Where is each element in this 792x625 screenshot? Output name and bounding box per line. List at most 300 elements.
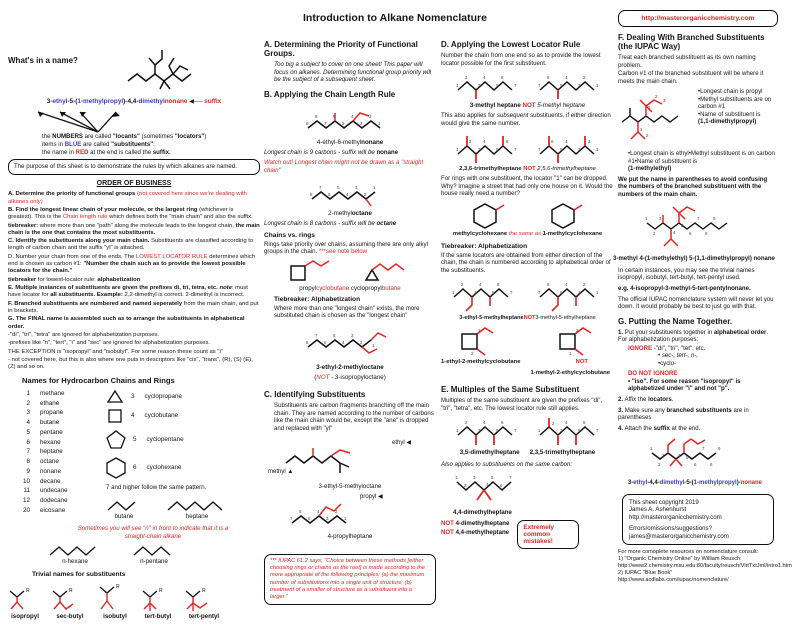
svg-text:4: 4 [482,139,486,145]
svg-text:1: 1 [645,216,648,222]
text-segment: 3- [627,480,634,487]
section-g-heading: G. Putting the Name Together. [618,316,733,326]
text-segment: 5-methyl heptane [535,102,586,110]
text-segment: the name in [42,148,76,156]
text-segment: This also applies for [441,112,497,120]
svg-text:R: R [69,587,73,594]
svg-text:7: 7 [513,83,517,89]
ring-name: cyclopentane [146,435,184,443]
text-segment: 1-methylpropyl [77,98,124,105]
svg-text:3: 3 [577,83,581,89]
text-segment: Substituents are classified according to length of carbon chain and the suffix "yl" is attached. [8,238,254,252]
oob-item [8,238,260,253]
iupac-note-box: *** IUPAC 61.2 says, "Choice between these methods [either choosing rings or chains as the root] is made according to the more appropriate of the following principles: (a) the maximum number of substitutions into a single unit of structure; (b) treatment of a smaller of structure as a substituent into a larger." [264,554,436,605]
example-molecule-structure [122,37,222,95]
text-segment: )- [736,480,741,487]
text-segment: tiebreaker: [8,222,39,229]
resources-list [618,549,792,584]
oob-item [8,254,260,276]
alkane-number: 12 [22,497,30,505]
oob-item [8,316,260,331]
section-f-eg: e.g. 4-isopropyl-3-methyl-5-tert-pentylnonane. [618,285,751,292]
svg-text:8: 8 [310,192,313,198]
butane-structure [106,499,142,513]
bullets-ethyl [628,150,778,165]
text-segment: )- [123,98,128,105]
svg-text:1: 1 [344,516,347,522]
svg-text:2: 2 [460,282,464,288]
caption-line-2 [42,141,260,149]
methylheptane-names [441,102,614,109]
text-segment: 4,4-methylheptane [453,528,510,536]
ethylmethylheptane-structure-reverse [536,277,606,313]
resource-line: For more comoplete resources on nomenclature consult: [618,549,759,556]
svg-text:3: 3 [351,333,354,339]
svg-text:2: 2 [369,113,372,119]
cyclopropane-icon [106,389,124,404]
cyclobutane-name-1: 1-ethyl-2-methylcyclobutane [441,359,521,366]
contact-lines [629,525,767,540]
svg-text:1: 1 [373,185,376,191]
cyclopropylbutane-structure [360,259,412,283]
alkane-row [18,477,100,487]
caption-line-3 [42,149,260,157]
alkane-name: eicosane [40,506,66,514]
oob-item [8,223,260,238]
svg-text:3: 3 [360,120,363,126]
isobutyl-structure [98,581,132,613]
suffix-label: suffix [204,98,222,105]
svg-text:7: 7 [509,290,513,296]
text-segment: 2,2-dimethyl is correct. 2-dimethyl is incorrect. [122,292,245,299]
order-of-business-list [8,191,260,371]
final-example-structure [648,435,748,477]
svg-text:3: 3 [473,290,477,296]
svg-text:2: 2 [582,282,586,288]
text-segment: items in [42,140,65,148]
tert-butyl-structure [141,585,175,613]
text-segment: 3. [618,406,624,414]
text-segment: where more than one "path" along the molecule leads to the longest chain, [38,222,236,229]
heptane-label: heptane [185,513,209,521]
svg-text:6: 6 [505,139,509,145]
text-segment: -"di", "tri", "tetra" are ignored for alphabetization purposes. [8,331,160,338]
n-pentane-label: n-pentane [140,557,168,565]
trivial-label: tert-pentyl [188,612,220,620]
contact-line: Errors/omissions/suggestions? [629,525,712,533]
text-segment: BLUE [64,140,82,148]
ring-name: cyclopropane [144,392,182,400]
text-segment: NOT [522,102,536,110]
text-segment: RED [75,148,89,156]
svg-text:7: 7 [513,428,517,434]
alkane-row [18,457,100,467]
alkane-row [18,428,100,438]
trivial-label: isobutyl [103,612,127,620]
svg-text:1: 1 [477,328,481,334]
text-segment: methylcyclohexane [452,230,508,237]
section-f-heading: F. Dealing With Branched Substituents (the IUPAC Way) [618,33,765,51]
svg-text:3: 3 [355,185,358,191]
bullets-ethyl-name: (1-methylethyl) [628,165,672,173]
caption-line-1 [42,133,260,141]
svg-text:5: 5 [577,428,581,434]
heptane-structure [166,499,228,513]
text-segment: cyclobutane [316,284,350,292]
svg-text:2: 2 [464,420,468,426]
text-segment: octane [376,220,397,228]
svg-text:3: 3 [326,516,329,522]
text-segment: Example: [95,292,123,299]
text-segment: Rings take priority over chains, assuming there are only alkyl groups in the chain. [264,240,428,256]
trimethylheptane-235-name: 2,3,5-trimethylheptane [529,449,596,457]
text-segment: cyclopropyl [349,284,382,292]
svg-text:7: 7 [509,474,512,480]
resource-line: 2) IUPAC "Blue Book" [618,570,673,577]
methylheptane-structure-forward [454,70,520,100]
svg-text:6: 6 [546,282,550,288]
svg-text:2: 2 [364,192,367,198]
svg-text:6: 6 [500,75,504,81]
alkane-number: 10 [22,477,30,485]
ring-number: 3 [131,392,135,400]
text-segment: NOT [441,520,454,528]
svg-text:1: 1 [455,147,459,153]
alkane-number: 8 [26,458,30,466]
not-line-2 [441,529,509,537]
arrow-icon: ◀ [378,494,383,501]
svg-text:5: 5 [559,83,563,89]
hydrocarbon-table [8,389,260,526]
svg-text:9: 9 [718,446,721,452]
alkane-number: 3 [26,409,30,417]
text-segment: - 3-isopropyloctane) [329,374,386,382]
text-segment: Longest chain is 9 carbons - suffix will be [264,148,377,156]
n-pentane-structure [132,544,176,558]
svg-text:R: R [116,583,120,590]
svg-text:5: 5 [342,120,345,126]
text-segment: nonane [361,138,384,146]
svg-text:1: 1 [648,105,651,111]
tiebreaker-b-name: 3-ethyl-2-methyloctane [316,364,384,372]
text-segment: note [219,285,232,292]
rings-note: 7 and higher follow the same pattern. [106,483,207,491]
column-f [613,10,792,587]
alkane-number: 2 [26,399,30,407]
alkane-name: undecane [40,487,68,495]
trimethylheptane-structure-reverse [536,130,602,164]
bullet-line: •Longest chain is propyl [698,88,763,96]
svg-text:3: 3 [577,290,581,296]
svg-text:2: 2 [646,133,649,139]
text-segment: "locants" [112,133,140,141]
section-e-body: Multiples of the same substituent are given the prefixes "di", "tri", "tetra", etc. The lowest locator rule still applies. [441,397,603,412]
ring-name: cyclobutane [144,411,179,419]
section-c-heading: C. Identifying Substituents [264,390,366,400]
text-segment: all substituents. [50,292,96,299]
text-segment: B. Find the longest linear chain of your molecule, or the largest ring [8,206,200,213]
svg-text:3: 3 [663,98,666,104]
svg-text:7: 7 [290,516,293,522]
text-segment: 2. [618,396,624,404]
svg-text:6: 6 [582,420,586,426]
svg-text:4: 4 [478,282,482,288]
oob-item [8,277,260,284]
text-segment: -5-( [67,98,78,105]
cyclobutane-name-2: 1-methyl-2-ethylcyclobutane [530,369,610,376]
g-do-not-ignore: DO NOT IGNORE [628,370,678,378]
svg-text:2: 2 [470,351,474,357]
page-title: Introduction to Alkane Nomenclature [303,12,487,24]
svg-text:7: 7 [537,290,541,296]
g-item-2 [618,396,778,404]
section-d-body2 [441,112,614,127]
svg-text:4: 4 [678,453,681,459]
nonane-example-caption [264,149,436,157]
alkane-list [18,389,100,526]
text-segment: Attach the [623,424,654,432]
alkane-row [18,506,100,516]
text-segment: ethyl [633,480,648,487]
text-segment: -5-( [684,480,694,487]
copyright-box [622,494,774,546]
resource-line: 1) "Organic Chemistry Online" by William Reusch: [618,556,742,563]
text-segment: ethyl [52,98,68,105]
svg-text:7: 7 [702,446,705,452]
cyclopentane-icon [106,430,126,449]
g-iso-note: • "iso". For some reason "isopropyl" is alphabetized under "i" and not "p". [628,377,741,393]
text-segment: tiebreaker [8,276,37,283]
ethyl-methyloctane-c-structure [282,441,382,481]
bullet-line: •Longest chain is ethyl [628,150,689,158]
svg-text:6: 6 [299,509,302,515]
svg-text:5: 5 [337,185,340,191]
ethylmethylheptane-structure-forward [450,277,520,313]
n-prefix-note: Sometimes you will see "n" in front to indicate that it is a straight-chain alkane [77,525,229,540]
svg-text:2: 2 [464,75,468,81]
svg-text:3: 3 [477,83,481,89]
alkane-row [18,496,100,506]
text-segment: 4. [618,424,624,432]
g-item-1 [618,329,778,344]
order-of-business-heading: ORDER OF BUSINESS [96,179,172,187]
svg-text:1: 1 [451,290,455,296]
text-segment: Put your substituents together in [623,328,714,336]
tiebreaker-d-heading: Tiebreaker: Alphabetization [441,242,528,250]
g-item-3 [618,407,778,422]
svg-text:2: 2 [653,231,656,237]
text-segment: the same as [507,230,543,237]
ethyl-methyloctane-name: 3-ethyl-5-methyloctane [318,483,382,491]
svg-text:1: 1 [595,290,599,296]
website-url-box: http://masterorganicchemistry.com [618,10,778,27]
text-segment: 3-ethyl-5-methylheptane [459,315,524,322]
text-segment: ) [204,133,207,141]
text-segment: ***see note below [318,248,367,256]
g-ignore-2: • sec-, tert-, n-, [658,352,699,360]
svg-text:R: R [26,587,30,594]
svg-text:4: 4 [486,481,489,487]
bullet-line: •Methyl substituent is on carbon #1 [628,150,775,165]
svg-text:6: 6 [500,420,504,426]
g-ignore-3: •cyclo- [658,359,677,367]
text-segment: 1. [618,328,624,336]
text-segment: the [42,133,53,141]
svg-text:3: 3 [659,216,662,222]
n-hexane-label: n-hexane [62,557,88,565]
text-segment: Chain length rule [62,214,108,221]
fan-arrows-icon [28,109,178,133]
alkane-name: butane [40,419,60,427]
dimethylheptane-44-name: 4,4-dimethylheptane [453,508,512,516]
svg-text:4: 4 [342,340,345,346]
alkane-name: nonane [40,467,62,475]
svg-text:9: 9 [713,216,716,222]
svg-text:4: 4 [564,420,568,426]
ethyl-methyl-structure-block [264,435,436,483]
svg-text:5: 5 [491,290,495,296]
svg-text:1: 1 [537,428,541,434]
nonane-example-name [264,139,436,146]
oob-item [8,357,260,372]
ethylmethylcyclobutane-structure-2 [556,325,598,357]
chains-vs-rings-heading: Chains vs. rings [264,231,315,239]
alkane-row [18,408,100,418]
svg-text:6: 6 [324,340,327,346]
text-segment: THE EXCEPTION is "isopropyl" and "isobutyl". For some reason these count as "i" [8,348,223,355]
text-segment: dimethyl [138,98,165,105]
alkane-number: 5 [26,428,30,436]
svg-text:3: 3 [477,147,481,153]
oob-item [8,191,260,206]
text-segment: E. Multiple instances of substituents are given the prefixes di, tri, tetra, etc. [8,285,218,292]
svg-text:6: 6 [496,282,500,288]
oob-item [8,349,260,356]
svg-text:6: 6 [689,231,692,237]
text-segment: F. Branched substituents are numbered and named seperately [8,300,183,307]
svg-text:4: 4 [482,75,486,81]
dimethylheptane-44-structure [453,472,523,506]
big-branched-structure [643,201,753,253]
alkane-number: 1 [26,389,30,397]
alkane-row [18,389,100,399]
bullet-line: •Name of substituent is [698,110,761,118]
n-hexane-structure [48,544,102,558]
svg-text:7: 7 [537,83,541,89]
copyright-line: James A. Ashenhurst [629,506,687,514]
tiebreaker-b-not [264,374,436,381]
text-segment: nonane [740,480,763,487]
alkane-number: 4 [26,419,30,427]
svg-text:2: 2 [655,94,658,100]
text-segment: -"di", "tri", "tet", etc. [653,344,706,352]
methyloctane-structure [308,177,392,207]
oob-item [8,207,260,222]
svg-text:7: 7 [595,428,599,434]
text-segment: substituents, if either direction would give the same number. [441,112,611,127]
svg-text:4: 4 [564,75,568,81]
text-segment: 2,5,6-trimethylheptane [535,166,596,173]
propylheptane-structure-block [264,493,436,533]
text-segment: - [647,480,650,487]
text-segment: ( [314,374,317,382]
text-segment: . For alphabetization purposes: [618,328,769,344]
text-segment: 3-methyl-5-ethylheptane [535,315,596,322]
svg-text:1: 1 [640,127,643,133]
section-f-body1: Treat each branched substituent as its own naming problem. [618,54,756,69]
text-segment: branched substituents [666,406,732,414]
section-d-heading: D. Applying the Lowest Locator Rule [441,40,581,49]
ring-chain-names [264,285,436,292]
column-d [441,34,614,549]
propyl-label: propyl ◀ [360,494,383,501]
isopropyl-structure [8,585,42,613]
g-item-4 [618,425,778,433]
section-f-body5: The official IUPAC nomenclature system will never let you down. It would probably be best to just go with that. [618,295,774,311]
bullets-propyl [698,88,778,118]
svg-text:8: 8 [315,113,318,119]
svg-text:5: 5 [333,333,336,339]
svg-text:1: 1 [595,83,599,89]
svg-text:1: 1 [650,446,653,452]
example-name [47,98,188,105]
svg-text:4: 4 [564,139,568,145]
alkane-name: propane [40,409,64,417]
text-segment: from the main chain, and put in brackets. [8,300,259,314]
svg-text:6: 6 [550,139,554,145]
svg-text:7: 7 [319,185,322,191]
arrow-icon: ◀ [406,440,411,447]
tiebreaker-d-body: If the same locators are obtained from either direction of the chain, the chain is numbered according to alphabetical order of the substituents. [441,251,611,274]
methylheptane-structure-reverse [536,70,602,100]
trivial-label: tert-butyl [144,612,172,620]
text-segment: D. Number your chain from one of the ends. The [8,253,136,260]
svg-text:2: 2 [582,75,586,81]
svg-text:3: 3 [559,428,563,434]
text-segment: alphabetical order [713,328,767,336]
text-segment: G. The FINAL name is assembled such as to arrange the substituents in alphabetical order. [8,316,245,330]
text-segment: Longest chain is 8 carbons - suffix will be [264,220,377,228]
svg-text:3: 3 [577,147,581,153]
alkane-name: heptane [40,448,63,456]
alkane-number: 6 [26,438,30,446]
sec-butyl-structure [51,585,89,613]
svg-text:1: 1 [455,83,459,89]
svg-text:2: 2 [335,509,338,515]
text-segment: at the end is called the [88,148,153,156]
text-segment: NOT [523,315,536,322]
ethylmethylheptane-names [441,315,614,321]
svg-text:7: 7 [697,216,700,222]
text-segment: (sometimes [139,133,175,141]
section-d-body1: Number the chain from one end so as to provide the lowest locator possible for the first substituent. [441,52,601,67]
branched-substituent-structure [618,88,692,150]
alkane-number: 9 [26,467,30,475]
methylcyclohexane-structure-2 [550,201,584,229]
text-segment: suffix [653,424,670,432]
bullets-propyl-name: (1,1-dimethylpropyl) [698,118,757,126]
text-segment: . [671,396,674,404]
ring-number: 5 [133,435,137,443]
text-segment: Affix the [623,396,649,404]
cyclobutane-not: NOT [575,359,588,366]
oob-item [8,285,260,300]
text-segment: alphabetization [97,276,141,283]
alkane-row [18,399,100,409]
text-segment: 4,4- [649,480,660,487]
text-segment: octane [351,210,372,218]
copyright-lines [629,499,767,522]
